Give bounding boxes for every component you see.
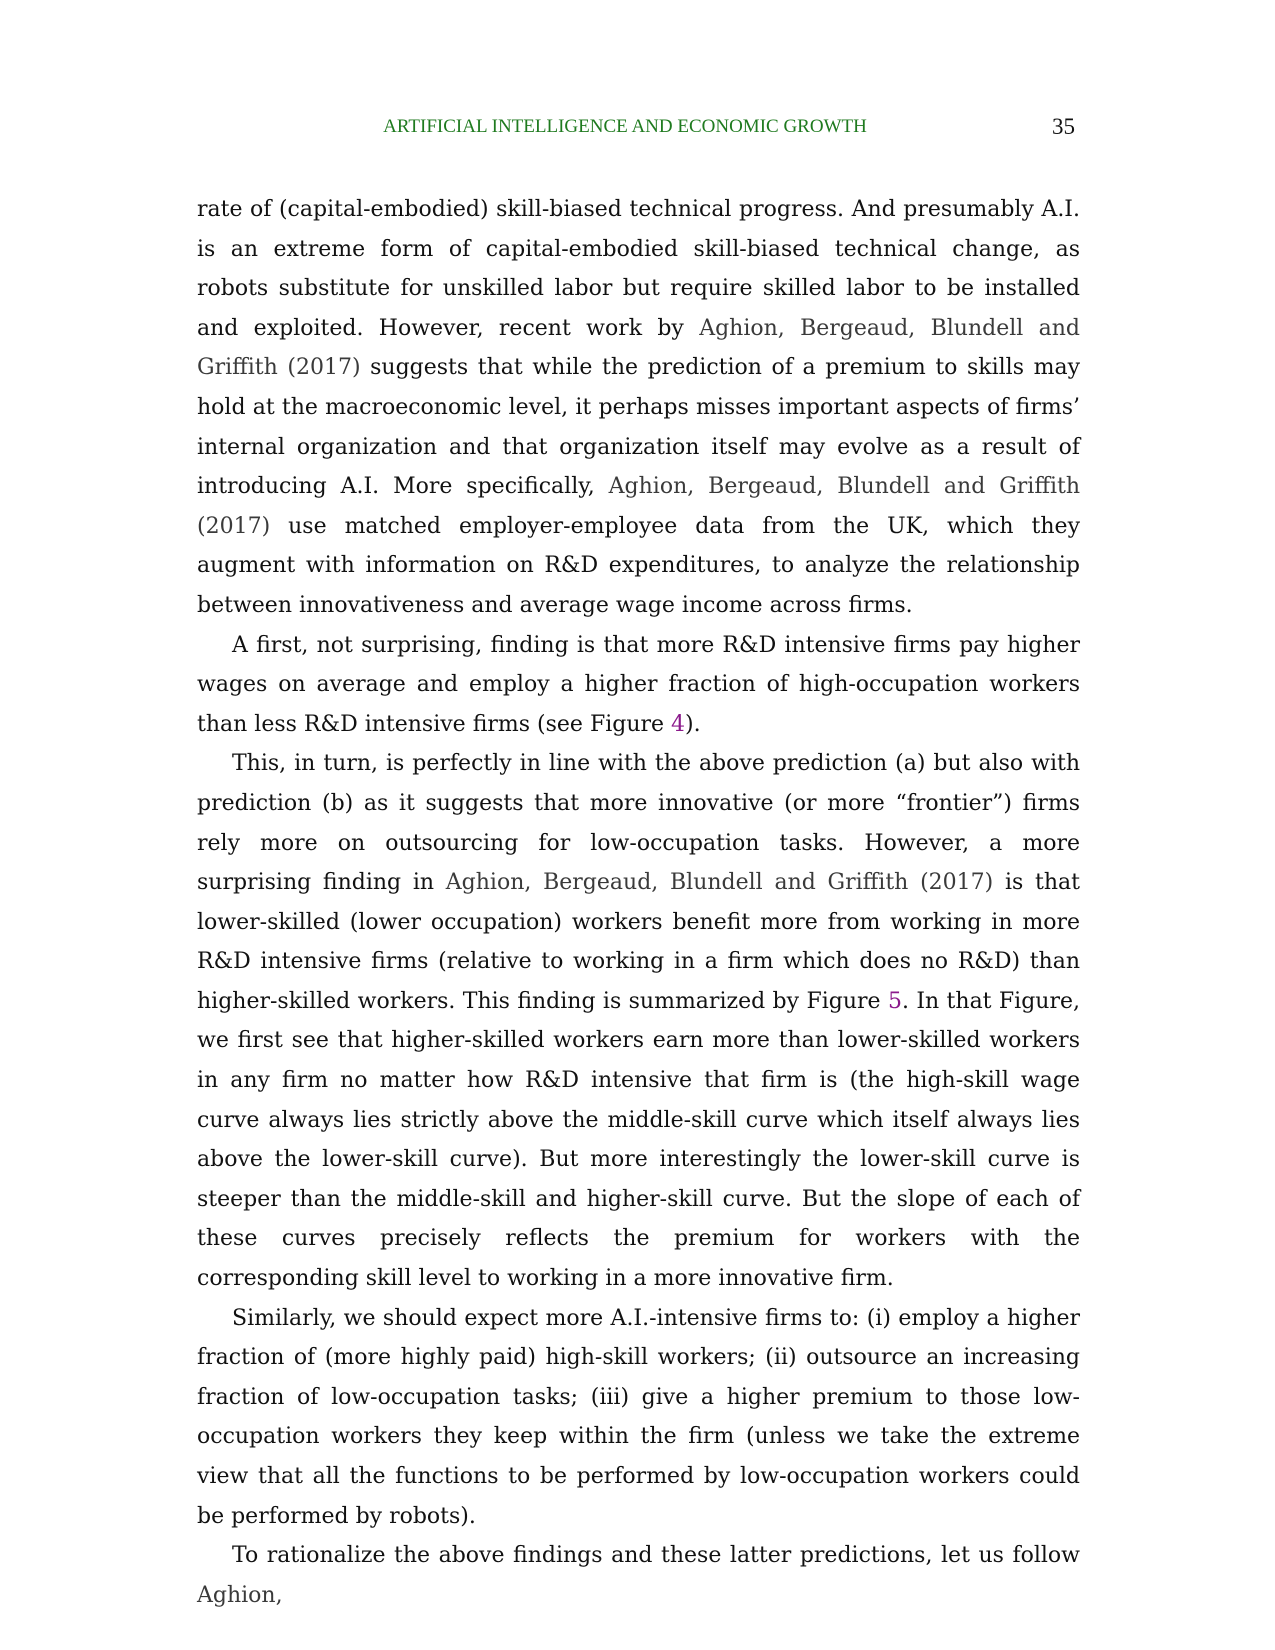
text-span: Similarly, we should expect more A.I.-intensive firms to: (i) employ a higher fraction of (more highly paid) high-skill workers; (ii) outsource an increasing fraction of low-occupation tasks; (iii) give a higher premium to those low-occupation workers they keep within the firm (unless we take the extreme view that all the functions to be performed by low-occupation workers could be performed by robots). (197, 1305, 1080, 1529)
paragraph (197, 190, 1080, 626)
running-title: ARTIFICIAL INTELLIGENCE AND ECONOMIC GROWTH (383, 116, 867, 137)
text-span: ). (685, 711, 701, 737)
text-span: . In that Figure, we first see that higher-skilled workers earn more than lower-skilled workers in any firm no matter how R&D intensive that firm is (the high-skill wage curve always lies strictly above the middle-skill curve which itself always lies above the lower-skill curve). But more interestingly the lower-skill curve is steeper than the middle-skill and higher-skill curve. But the slope of each of these curves precisely reflects the premium for workers with the corresponding skill level to working in a more innovative firm. (197, 988, 1080, 1292)
text-span: rate of (capital-embodied) skill-biased technical progress. And presumably A.I. is an extreme form of capital-embodied skill-biased technical change, as robots substitute for unskilled labor but require skilled labor to be installed and exploited. However, recent work by (197, 197, 1080, 341)
paragraph (197, 744, 1080, 1298)
text-span: suggests that while the prediction of a premium to skills may hold at the macroeconomic level, it perhaps misses important aspects of firms’ internal organization and that organization itself may evolve as a result of introducing A.I. More specifically, (197, 355, 1080, 500)
citation-link[interactable]: Aghion, Bergeaud, Blundell and Griffith (2017) (197, 474, 1080, 539)
paragraph (197, 1299, 1080, 1537)
text-span: use matched employer-employee data from the UK, which they augment with information on R&D expenditures, to analyze the relationship between innovativeness and average wage income across firms. (197, 513, 1080, 618)
body-text (197, 190, 1080, 1615)
citation-link[interactable]: Aghion, (197, 1582, 283, 1608)
text-span: This, in turn, is perfectly in line with the above prediction (a) but also with prediction (b) as it suggests that more innovative (or more “frontier”) firms rely more on outsourcing for low-occupation tasks. However, a more surprising finding in (197, 751, 1080, 896)
text-span: is that lower-skilled (lower occupation) workers benefit more from working in more R&D intensive firms (relative to working in a firm which does no R&D) than higher-skilled workers. This finding is summarized by Figure (197, 870, 1080, 1014)
figure-5-link[interactable]: 5 (887, 988, 902, 1014)
figure-4-link[interactable]: 4 (671, 711, 686, 737)
text-span: To rationalize the above findings and these latter predictions, let us follow (232, 1543, 1080, 1569)
citation-link[interactable]: Aghion, Bergeaud, Blundell and Griffith (2017) (445, 870, 994, 896)
citation-link[interactable]: Aghion, Bergeaud, Blundell and Griffith (2017) (197, 315, 1080, 381)
page-number: 35 (1052, 114, 1075, 139)
text-span: A first, not surprising, finding is that more R&D intensive firms pay higher wages on average and employ a higher fraction of high-occupation workers than less R&D intensive firms (see Figure (197, 632, 1080, 737)
paragraph (197, 626, 1080, 745)
paragraph (197, 1536, 1080, 1615)
